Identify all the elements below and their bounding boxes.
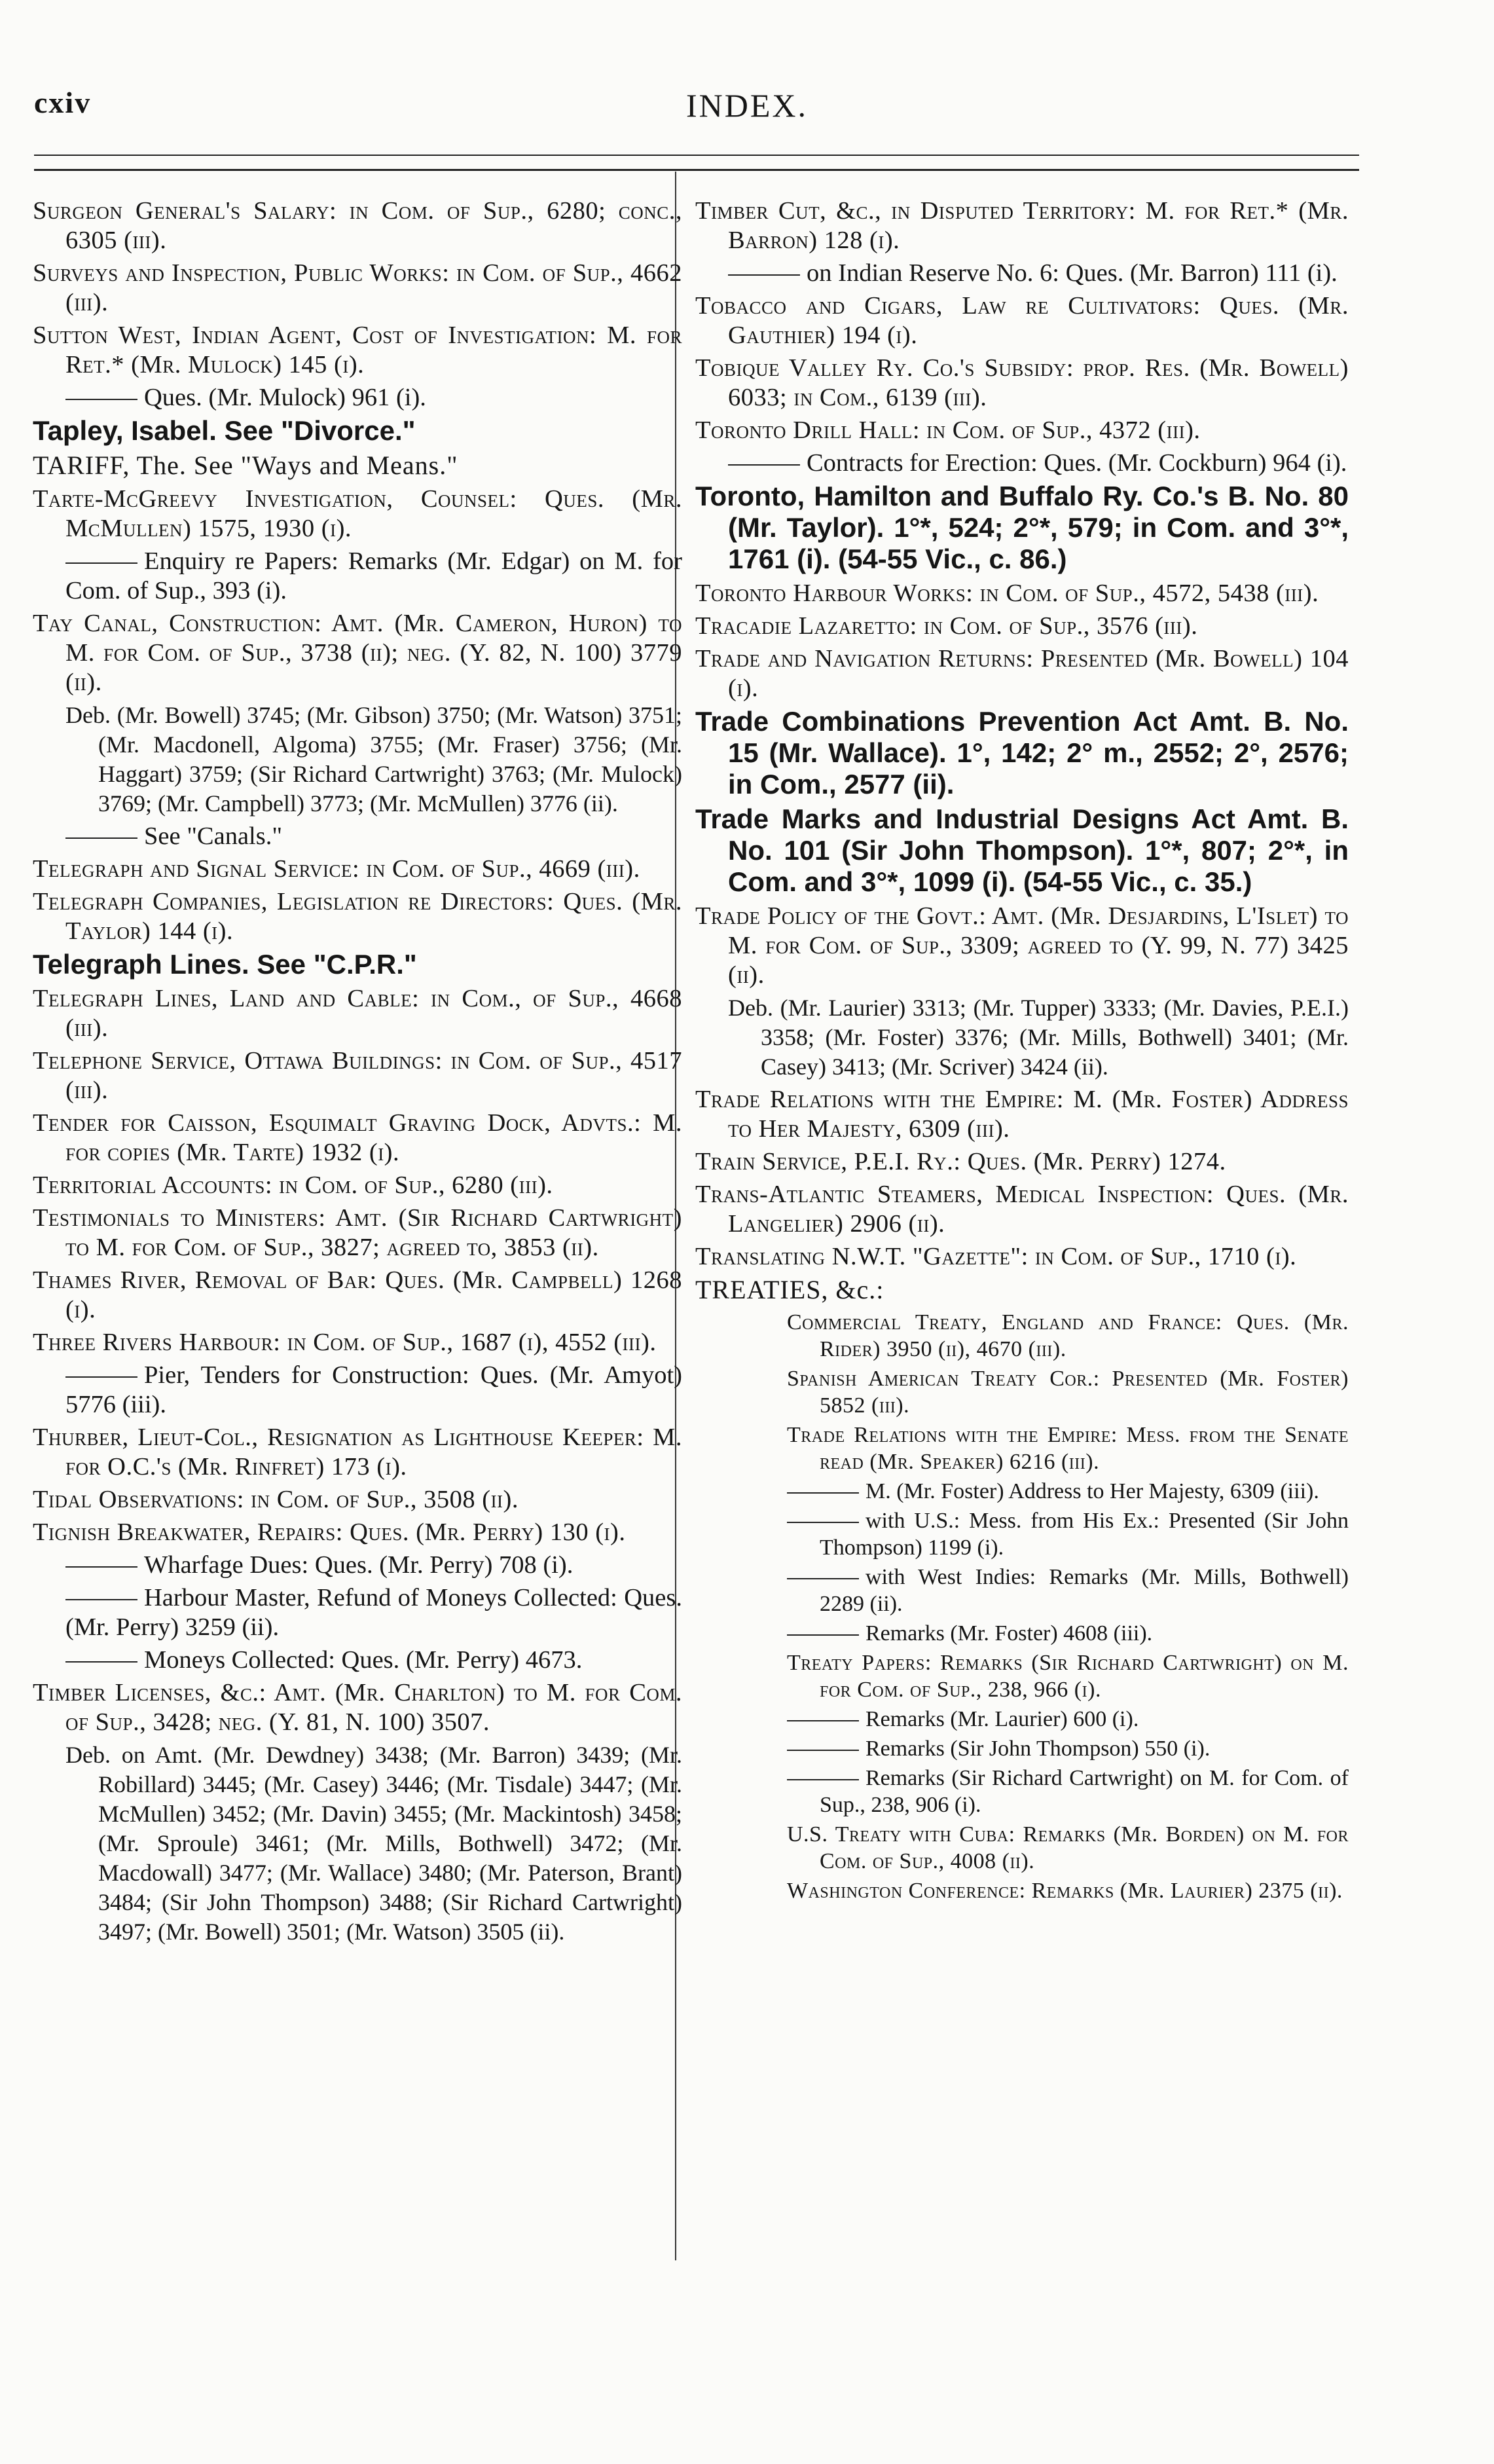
index-entry-text: Toronto, Hamilton and Buffalo Ry. Co.'s B. No. 80 (Mr. Taylor). 1°*, 524; 2°*, 579; in Com. and 3°*, 1761 (i). (54-55 Vic., c. 86.)	[695, 481, 1349, 574]
index-entry	[33, 1361, 682, 1420]
index-entry-text: Treaty Papers: Remarks (Sir Richard Cartwright) on M. for Com. of Sup., 238, 966 (i).	[787, 1651, 1349, 1702]
index-entry-text: Surveys and Inspection, Public Works: in Com. of Sup., 4662 (iii).	[33, 259, 682, 316]
index-entry	[33, 609, 682, 697]
ditto-dash	[728, 274, 800, 276]
index-entry	[33, 1266, 682, 1325]
index-entry-text: See "Canals."	[144, 822, 283, 850]
index-entry-text: Spanish American Treaty Cor.: Presented (Mr. Foster) 5852 (iii).	[787, 1367, 1349, 1418]
index-entry	[33, 196, 682, 255]
ditto-dash	[787, 1634, 859, 1636]
index-entry-text: Trade and Navigation Returns: Presented (Mr. Bowell) 104 (i).	[695, 645, 1349, 702]
index-entry	[695, 196, 1349, 255]
index-entry-text: on Indian Reserve No. 6: Ques. (Mr. Barron) 111 (i).	[807, 259, 1338, 287]
index-entry	[695, 1507, 1349, 1561]
ditto-dash	[65, 1599, 137, 1600]
index-entry	[33, 321, 682, 380]
index-entry	[695, 1478, 1349, 1505]
index-entry-text: Telegraph Companies, Legislation re Directors: Ques. (Mr. Taylor) 144 (i).	[33, 888, 682, 945]
index-entry	[695, 416, 1349, 445]
index-entry	[695, 449, 1349, 478]
index-entry	[33, 1740, 682, 1947]
index-entry-text: Trans-Atlantic Steamers, Medical Inspection: Ques. (Mr. Langelier) 2906 (ii).	[695, 1181, 1349, 1238]
left-column	[33, 196, 682, 1950]
index-entry-text: Surgeon General's Salary: in Com. of Sup., 6280; conc., 6305 (iii).	[33, 197, 682, 254]
index-entry	[695, 1147, 1349, 1177]
ditto-dash	[65, 399, 137, 400]
index-entry-text: Deb. on Amt. (Mr. Dewdney) 3438; (Mr. Barron) 3439; (Mr. Robillard) 3445; (Mr. Casey) 3446; (Mr. Tisdale) 3447; (Mr. McMullen) 3452; (Mr. Davin) 3455; (Mr. Mackintosh) 3458; (Mr. Sproule) 3461; (Mr. Mills, Bothwell) 3472; (Mr. Macdowall) 3477; (Mr. Wallace) 3480; (Mr. Paterson, Brant) 3484; (Sir John Thompson) 3488; (Sir Richard Cartwright) 3497; (Mr. Bowell) 3501; (Mr. Watson) 3505 (ii).	[65, 1742, 682, 1945]
ditto-dash	[787, 1578, 859, 1579]
index-entry	[695, 1735, 1349, 1762]
index-entry-text: Thurber, Lieut-Col., Resignation as Lighthouse Keeper: M. for O.C.'s (Mr. Rinfret) 173 (i).	[33, 1424, 682, 1480]
index-entry	[695, 1765, 1349, 1818]
index-entry	[695, 1821, 1349, 1875]
index-entry	[33, 1551, 682, 1580]
index-entry	[695, 1877, 1349, 1904]
index-entry	[695, 1275, 1349, 1306]
ditto-dash	[787, 1779, 859, 1780]
index-entry	[695, 1620, 1349, 1647]
index-entry	[33, 984, 682, 1043]
index-entry	[695, 1309, 1349, 1363]
index-entry-text: Telegraph Lines. See "C.P.R."	[33, 949, 417, 980]
index-entry	[33, 1046, 682, 1105]
header-rule-thick	[34, 169, 1359, 171]
index-entry-text: Enquiry re Papers: Remarks (Mr. Edgar) on M. for Com. of Sup., 393 (i).	[65, 547, 682, 604]
index-entry-text: Territorial Accounts: in Com. of Sup., 6280 (iii).	[33, 1171, 553, 1199]
index-entry-text: Tender for Caisson, Esquimalt Graving Dock, Advts.: M. for copies (Mr. Tarte) 1932 (i).	[33, 1109, 682, 1166]
ditto-dash	[65, 837, 137, 839]
index-entry-text: Trade Relations with the Empire: Mess. from the Senate read (Mr. Speaker) 6216 (iii).	[787, 1423, 1349, 1474]
index-entry	[33, 547, 682, 606]
index-entry	[33, 485, 682, 543]
index-entry-text: Remarks (Sir John Thompson) 550 (i).	[865, 1737, 1211, 1761]
index-entry-text: TARIFF, The. See "Ways and Means."	[33, 451, 458, 480]
index-entry-text: M. (Mr. Foster) Address to Her Majesty, 6309 (iii).	[865, 1479, 1319, 1503]
index-entry	[695, 579, 1349, 608]
index-entry	[33, 1423, 682, 1482]
index-entry-text: Pier, Tenders for Construction: Ques. (Mr. Amyot) 5776 (iii).	[65, 1361, 682, 1418]
index-entry-text: Sutton West, Indian Agent, Cost of Investigation: M. for Ret.* (Mr. Mulock) 145 (i).	[33, 322, 682, 378]
index-entry-text: Remarks (Sir Richard Cartwright) on M. for Com. of Sup., 238, 906 (i).	[820, 1766, 1349, 1817]
ditto-dash	[787, 1750, 859, 1751]
index-entry-text: Three Rivers Harbour: in Com. of Sup., 1687 (i), 4552 (iii).	[33, 1329, 657, 1356]
index-entry	[695, 259, 1349, 288]
index-entry	[33, 1583, 682, 1642]
index-entry-text: Tobacco and Cigars, Law re Cultivators: Ques. (Mr. Gauthier) 194 (i).	[695, 292, 1349, 349]
index-entry-text: TREATIES, &c.:	[695, 1275, 884, 1304]
index-entry-text: Timber Licenses, &c.: Amt. (Mr. Charlton) to M. for Com. of Sup., 3428; neg. (Y. 81, N. 100) 3507.	[33, 1679, 682, 1736]
index-entry	[695, 804, 1349, 898]
index-entry	[695, 612, 1349, 641]
index-entry-text: Telephone Service, Ottawa Buildings: in Com. of Sup., 4517 (iii).	[33, 1047, 682, 1104]
index-entry	[33, 887, 682, 946]
index-entry-text: Trade Relations with the Empire: M. (Mr. Foster) Address to Her Majesty, 6309 (iii).	[695, 1086, 1349, 1143]
index-entry	[33, 1678, 682, 1737]
index-entry	[33, 1204, 682, 1262]
index-entry	[33, 1109, 682, 1168]
index-entry-text: Trade Combinations Prevention Act Amt. B. No. 15 (Mr. Wallace). 1°, 142; 2° m., 2552; 2°, 2576; in Com., 2577 (ii).	[695, 706, 1349, 800]
index-entry	[33, 1646, 682, 1675]
index-entry-text: Toronto Drill Hall: in Com. of Sup., 4372 (iii).	[695, 416, 1201, 444]
ditto-dash	[65, 562, 137, 564]
index-entry-text: Tidal Observations: in Com. of Sup., 3508 (ii).	[33, 1486, 519, 1513]
index-entry-text: Testimonials to Ministers: Amt. (Sir Richard Cartwright) to M. for Com. of Sup., 3827; agreed to, 3853 (ii).	[33, 1204, 682, 1261]
index-entry	[695, 707, 1349, 801]
index-entry-text: Train Service, P.E.I. Ry.: Ques. (Mr. Perry) 1274.	[695, 1148, 1226, 1175]
index-entry-text: Remarks (Mr. Laurier) 600 (i).	[865, 1707, 1139, 1731]
index-entry-text: with West Indies: Remarks (Mr. Mills, Bothwell) 2289 (ii).	[820, 1565, 1349, 1616]
index-entry	[33, 822, 682, 851]
index-entry-text: Tignish Breakwater, Repairs: Ques. (Mr. Perry) 130 (i).	[33, 1518, 626, 1546]
index-entry-text: Tarte-McGreevy Investigation, Counsel: Ques. (Mr. McMullen) 1575, 1930 (i).	[33, 485, 682, 542]
index-entry	[695, 1085, 1349, 1144]
index-entry	[33, 701, 682, 818]
index-entry-text: Deb. (Mr. Laurier) 3313; (Mr. Tupper) 3333; (Mr. Davies, P.E.I.) 3358; (Mr. Foster) 3376; (Mr. Mills, Bothwell) 3401; (Mr. Casey) 3413; (Mr. Scriver) 3424 (ii).	[728, 995, 1349, 1080]
index-entry-text: Telegraph Lines, Land and Cable: in Com., of Sup., 4668 (iii).	[33, 985, 682, 1042]
right-column	[695, 196, 1349, 1907]
index-entry-text: Timber Cut, &c., in Disputed Territory: M. for Ret.* (Mr. Barron) 128 (i).	[695, 197, 1349, 254]
index-entry-text: Tobique Valley Ry. Co.'s Subsidy: prop. Res. (Mr. Bowell) 6033; in Com., 6139 (iii).	[695, 354, 1349, 411]
index-entry-text: Deb. (Mr. Bowell) 3745; (Mr. Gibson) 3750; (Mr. Watson) 3751; (Mr. Macdonell, Algoma) 3755; (Mr. Fraser) 3756; (Mr. Haggart) 3759; (Sir Richard Cartwright) 3763; (Mr. Mulock) 3769; (Mr. Campbell) 3773; (Mr. McMullen) 3776 (ii).	[65, 702, 682, 817]
ditto-dash	[65, 1566, 137, 1568]
index-entry	[695, 1706, 1349, 1733]
index-entry	[695, 354, 1349, 413]
index-entry	[33, 383, 682, 413]
index-entry	[33, 451, 682, 481]
index-entry-text: Toronto Harbour Works: in Com. of Sup., 4572, 5438 (iii).	[695, 579, 1319, 607]
index-entry	[33, 855, 682, 884]
index-entry-text: Contracts for Erection: Ques. (Mr. Cockburn) 964 (i).	[807, 449, 1347, 477]
index-entry	[695, 1564, 1349, 1617]
index-entry	[695, 1649, 1349, 1703]
index-entry	[33, 949, 682, 981]
index-entry-text: with U.S.: Mess. from His Ex.: Presented (Sir John Thompson) 1199 (i).	[820, 1509, 1349, 1560]
index-entry-text: Telegraph and Signal Service: in Com. of Sup., 4669 (iii).	[33, 855, 640, 883]
header-rule	[34, 155, 1359, 156]
index-entry	[33, 1328, 682, 1357]
index-entry	[695, 902, 1349, 990]
index-entry-text: Ques. (Mr. Mulock) 961 (i).	[144, 384, 426, 411]
ditto-dash	[65, 1661, 137, 1663]
index-entry-text: Tapley, Isabel. See "Divorce."	[33, 415, 416, 446]
index-entry	[33, 1518, 682, 1547]
index-entry-text: Thames River, Removal of Bar: Ques. (Mr. Campbell) 1268 (i).	[33, 1266, 682, 1323]
index-entry	[695, 644, 1349, 703]
index-entry-text: Wharfage Dues: Ques. (Mr. Perry) 708 (i).	[144, 1551, 574, 1579]
index-entry-text: Harbour Master, Refund of Moneys Collected: Ques. (Mr. Perry) 3259 (ii).	[65, 1584, 682, 1641]
ditto-dash	[787, 1522, 859, 1523]
index-entry-text: Trade Policy of the Govt.: Amt. (Mr. Desjardins, L'Islet) to M. for Com. of Sup., 3309; agreed to (Y. 99, N. 77) 3425 (ii).	[695, 902, 1349, 989]
index-entry	[695, 1180, 1349, 1239]
index-entry	[33, 416, 682, 447]
index-entry-text: U.S. Treaty with Cuba: Remarks (Mr. Borden) on M. for Com. of Sup., 4008 (ii).	[787, 1822, 1349, 1873]
index-entry	[695, 1242, 1349, 1272]
index-entry-text: Washington Conference: Remarks (Mr. Laurier) 2375 (ii).	[787, 1879, 1343, 1903]
page-title: INDEX.	[685, 87, 809, 124]
index-entry-text: Trade Marks and Industrial Designs Act Amt. B. No. 101 (Sir John Thompson). 1°*, 807; 2°*, in Com. and 3°*, 1099 (i). (54-55 Vic., c. 35.)	[695, 803, 1349, 897]
index-entry	[33, 1171, 682, 1200]
ditto-dash	[65, 1376, 137, 1378]
index-entry-text: Tracadie Lazaretto: in Com. of Sup., 3576 (iii).	[695, 612, 1198, 640]
index-entry	[695, 993, 1349, 1082]
ditto-dash	[787, 1720, 859, 1721]
index-entry	[33, 1485, 682, 1515]
index-entry-text: Commercial Treaty, England and France: Ques. (Mr. Rider) 3950 (ii), 4670 (iii).	[787, 1310, 1349, 1361]
index-entry-text: Remarks (Mr. Foster) 4608 (iii).	[865, 1621, 1153, 1646]
index-entry	[695, 1422, 1349, 1475]
ditto-dash	[787, 1492, 859, 1494]
index-entry	[695, 1365, 1349, 1419]
page-number: cxiv	[34, 86, 92, 119]
index-entry-text: Translating N.W.T. "Gazette": in Com. of Sup., 1710 (i).	[695, 1243, 1297, 1270]
index-entry-text: Moneys Collected: Ques. (Mr. Perry) 4673.	[144, 1646, 583, 1674]
index-entry	[695, 291, 1349, 350]
index-entry	[695, 481, 1349, 576]
index-entry-text: Tay Canal, Construction: Amt. (Mr. Cameron, Huron) to M. for Com. of Sup., 3738 (ii); neg. (Y. 82, N. 100) 3779 (ii).	[33, 610, 682, 696]
index-entry	[33, 259, 682, 318]
ditto-dash	[728, 464, 800, 466]
